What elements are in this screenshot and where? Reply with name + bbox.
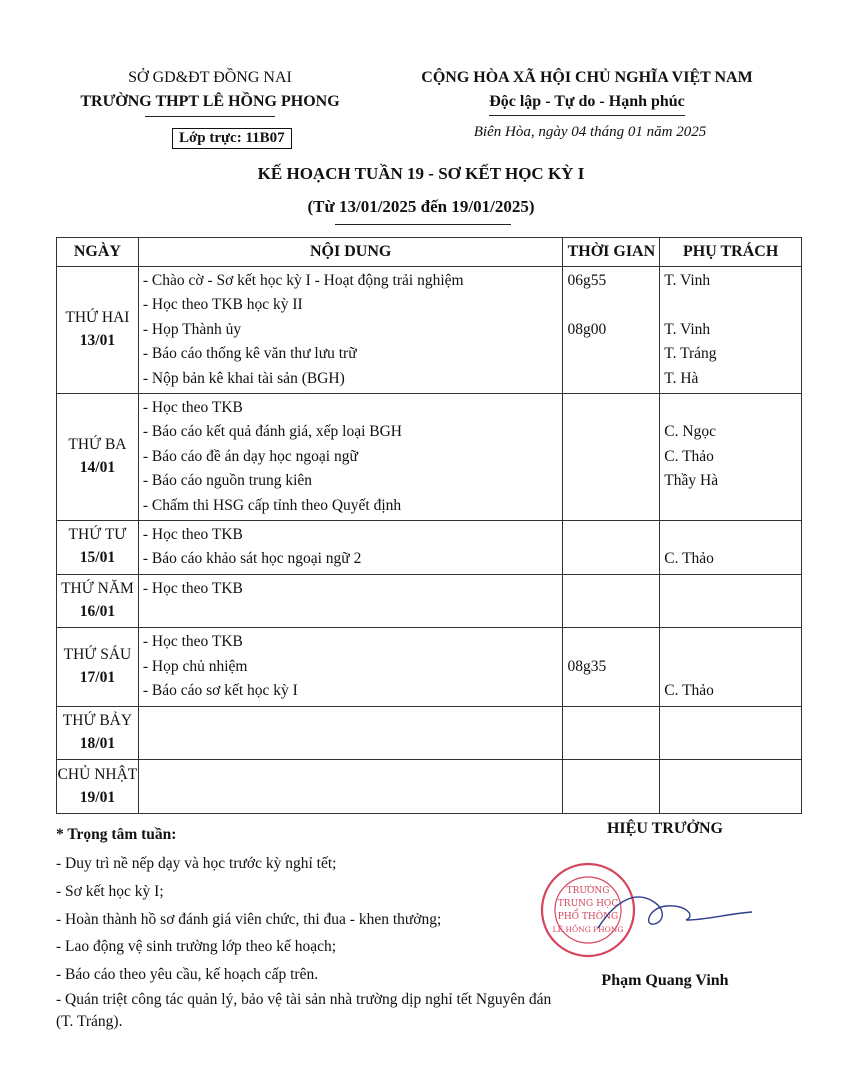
signer-name: Phạm Quang Vinh [601, 972, 729, 989]
table-row [57, 520, 802, 574]
owner-line: T. Tráng [664, 345, 717, 363]
owner-cell [660, 628, 802, 706]
day-name: THỨ NĂM [61, 580, 134, 598]
owner-line [660, 293, 801, 317]
day-name: THỨ BA [68, 435, 127, 453]
owner-line: T. Vinh [664, 272, 711, 289]
column-header-time: THỜI GIAN [563, 238, 660, 267]
content-line [139, 787, 563, 811]
owner-line [660, 733, 801, 757]
time-line [563, 762, 659, 786]
table-row [57, 393, 802, 520]
time-line: 06g55 [567, 272, 607, 289]
owner-cell [660, 520, 802, 574]
national-motto: Độc lập - Tự do - Hạnh phúc [489, 90, 685, 116]
owner-line [660, 577, 801, 601]
department-name: SỞ GD&ĐT ĐỒNG NAI [128, 69, 292, 86]
signer-title: HIỆU TRƯỞNG [606, 820, 723, 837]
time-line [563, 469, 659, 493]
day-cell [57, 393, 139, 520]
focus-item: - Hoàn thành hồ sơ đánh giá viên chức, thi đua - khen thưởng; [56, 910, 442, 928]
day-cell [57, 574, 139, 628]
time-cell [563, 628, 660, 706]
time-line [563, 577, 659, 601]
content-cell [138, 760, 563, 814]
time-cell [563, 520, 660, 574]
table-row [57, 574, 802, 628]
day-cell [57, 706, 139, 760]
day-name: THỨ HAI [65, 308, 130, 326]
day-cell [57, 267, 139, 394]
column-header-owner: PHỤ TRÁCH [660, 238, 802, 267]
nation-name: CỘNG HÒA XÃ HỘI CHỦ NGHĨA VIỆT NAM [421, 69, 753, 86]
time-line [563, 733, 659, 757]
place-date: Biên Hòa, ngày 04 tháng 01 năm 2025 [473, 124, 707, 140]
time-line [563, 630, 659, 654]
content-line: - Nộp bản kê khai tài sản (BGH) [142, 369, 345, 387]
day-date: 19/01 [79, 788, 116, 806]
time-line [563, 367, 659, 391]
day-date: 17/01 [79, 669, 116, 687]
time-line [563, 293, 659, 317]
owner-line [660, 762, 801, 786]
day-name: THỨ BẢY [62, 712, 133, 730]
owner-cell [660, 574, 802, 628]
owner-line [660, 523, 801, 547]
content-line: - Báo cáo đề án dạy học ngoại ngữ [142, 447, 358, 465]
issuer-block [60, 66, 360, 117]
table-row [57, 706, 802, 760]
column-header-content: NỘI DUNG [138, 238, 563, 267]
time-line [563, 445, 659, 469]
seal-line: PHỔ THÔNG [557, 912, 619, 922]
table-body [57, 267, 802, 814]
seal-outer-ring [542, 864, 634, 956]
time-cell [563, 393, 660, 520]
content-line: - Họp chủ nhiệm [142, 657, 248, 675]
day-cell [57, 520, 139, 574]
owner-line [660, 709, 801, 733]
owner-line [660, 655, 801, 679]
document-title: KẾ HOẠCH TUẦN 19 - SƠ KẾT HỌC KỲ I [257, 164, 585, 183]
time-cell [563, 574, 660, 628]
content-line: - Báo cáo nguồn trung kiên [142, 472, 313, 490]
nation-block [392, 66, 782, 116]
focus-item: - Lao động vệ sinh trường lớp theo kế hoạch; [56, 938, 337, 956]
owner-line [660, 494, 801, 518]
day-cell [57, 628, 139, 706]
day-name: CHỦ NHẬT [57, 765, 138, 783]
content-cell [138, 574, 563, 628]
day-name: THỨ SÁU [63, 646, 132, 664]
content-line: - Học theo TKB học kỳ II [142, 296, 303, 314]
day-cell [57, 760, 139, 814]
document-subtitle: (Từ 13/01/2025 đến 19/01/2025) [307, 197, 535, 216]
content-cell [138, 393, 563, 520]
day-date: 18/01 [79, 735, 116, 753]
content-line [139, 733, 563, 757]
time-cell [563, 760, 660, 814]
time-line [563, 494, 659, 518]
owner-cell [660, 267, 802, 394]
time-line [563, 342, 659, 366]
focus-item: - Sơ kết học kỳ I; [56, 882, 164, 900]
table-row [57, 628, 802, 706]
content-line: - Chấm thi HSG cấp tỉnh theo Quyết định [142, 496, 402, 514]
content-line [139, 601, 563, 625]
time-line: 08g00 [567, 320, 607, 338]
owner-line: Thầy Hà [664, 472, 719, 490]
content-line: - Học theo TKB [142, 398, 243, 416]
owner-line: C. Ngọc [664, 423, 716, 441]
table-row [57, 267, 802, 394]
owner-line: T. Vinh [664, 320, 711, 338]
content-line [139, 709, 563, 733]
time-line [563, 601, 659, 625]
focus-item: - Báo cáo theo yêu cầu, kế hoạch cấp trên. [56, 966, 319, 984]
school-name: TRƯỜNG THPT LÊ HỒNG PHONG [80, 93, 340, 110]
time-line [563, 787, 659, 811]
owner-line: C. Thảo [664, 447, 714, 465]
time-cell [563, 267, 660, 394]
time-cell [563, 706, 660, 760]
owner-line: T. Hà [664, 369, 699, 387]
day-date: 15/01 [79, 549, 116, 567]
content-cell [138, 628, 563, 706]
focus-item: - Quán triệt công tác quản lý, bảo vệ tài sản nhà trường dịp nghỉ tết Nguyên đán (T. Tráng). [56, 990, 552, 1030]
content-line: - Báo cáo khảo sát học ngoại ngữ 2 [142, 550, 362, 568]
time-line [563, 679, 659, 703]
day-name: THỨ TƯ [68, 526, 127, 544]
owner-line [660, 396, 801, 420]
content-line: - Báo cáo kết quả đánh giá, xếp loại BGH [142, 423, 402, 441]
owner-cell [660, 393, 802, 520]
owner-cell [660, 706, 802, 760]
seal-line: TRƯỜNG [566, 886, 610, 896]
content-line [139, 762, 563, 786]
day-date: 14/01 [79, 458, 116, 476]
focus-item: - Duy trì nề nếp dạy và học trước kỳ nghỉ tết; [56, 855, 337, 872]
time-line [563, 523, 659, 547]
owner-cell [660, 760, 802, 814]
owner-line [660, 601, 801, 625]
title-underline [335, 224, 511, 225]
weekly-schedule-table [56, 237, 802, 814]
time-line: 08g35 [567, 657, 607, 675]
content-cell [138, 267, 563, 394]
seal-line: LÊ HỒNG PHONG [552, 925, 624, 934]
day-date: 16/01 [79, 603, 116, 621]
time-line [563, 420, 659, 444]
content-cell [138, 520, 563, 574]
weekly-focus-heading: * Trọng tâm tuần: [56, 826, 177, 843]
school-underline [145, 116, 275, 117]
time-line [563, 547, 659, 571]
content-cell [138, 706, 563, 760]
content-line: - Báo cáo sơ kết học kỳ I [142, 682, 298, 700]
table-header-row [57, 238, 802, 267]
table-row [57, 760, 802, 814]
time-line [563, 709, 659, 733]
school-seal-stamp [536, 850, 756, 970]
weekly-focus [56, 822, 556, 1033]
column-header-day: NGÀY [57, 238, 139, 267]
content-line: - Học theo TKB [142, 525, 243, 543]
content-line: - Học theo TKB [142, 633, 243, 651]
duty-class-box: Lớp trực: 11B07 [172, 128, 292, 149]
content-line: - Họp Thành ủy [142, 320, 242, 338]
seal-line: TRUNG HỌC [557, 899, 619, 909]
time-line [563, 396, 659, 420]
owner-line: C. Thảo [664, 682, 714, 700]
owner-line [660, 630, 801, 654]
content-line: - Học theo TKB [142, 579, 243, 597]
day-date: 13/01 [79, 331, 116, 349]
content-line: - Chào cờ - Sơ kết học kỳ I - Hoạt động trải nghiệm [142, 272, 464, 289]
owner-line: C. Thảo [664, 550, 714, 568]
content-line: - Báo cáo thống kê văn thư lưu trữ [142, 345, 357, 363]
owner-line [660, 787, 801, 811]
